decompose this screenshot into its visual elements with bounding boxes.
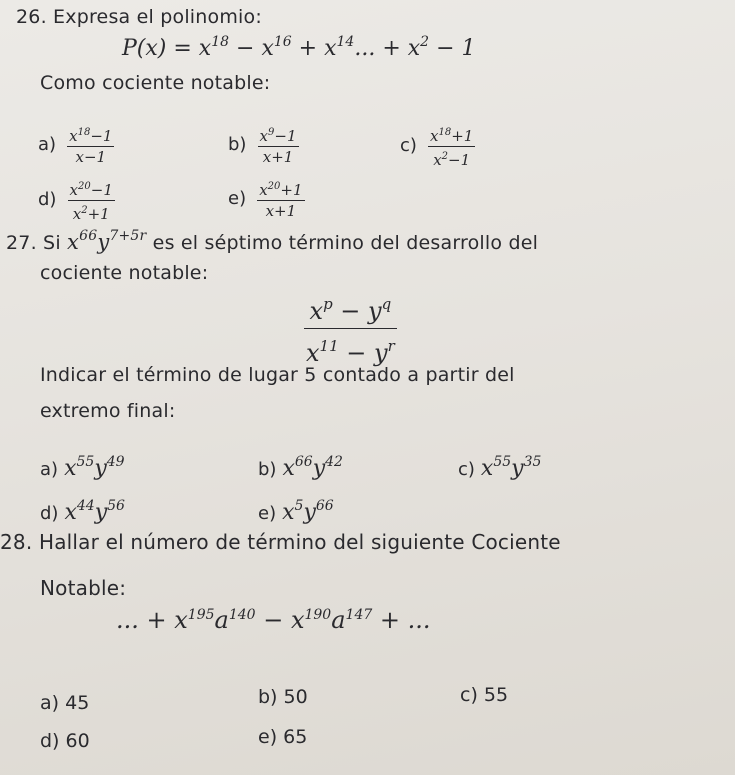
q28-option-a: a) 45 — [40, 692, 90, 714]
q27-option-b: b) $x^{66}y^{42}$ — [258, 454, 343, 481]
q28-expression: ... + $x^{195}a^{140} - x^{190}a^{147}$ + ... — [116, 606, 431, 634]
q26-title: 26. Expresa el polinomio: — [16, 6, 262, 28]
q26-option-a: a) $\frac{x^{18}-1}{x-1}$ — [38, 124, 114, 166]
fraction: $\frac{x^{20}-1}{x^2+1}$ — [68, 178, 115, 223]
fraction: $\frac{x^{20}+1}{x+1}$ — [257, 178, 304, 220]
q26-option-e: e) $\frac{x^{20}+1}{x+1}$ — [228, 178, 305, 220]
q28-option-c: c) 55 — [460, 684, 509, 706]
fraction: $\frac{x^{18}+1}{x^2-1}$ — [428, 124, 475, 169]
q27-option-c: c) $x^{55}y^{35}$ — [458, 454, 542, 481]
q27-statement: 27. Si $x^{66}y^{7+5r}$ es el séptimo término del desarrollo del — [6, 228, 539, 254]
fraction: $\frac{x^9-1}{x+1}$ — [258, 124, 299, 166]
q28-option-b: b) 50 — [258, 686, 308, 708]
q26-subtitle: Como cociente notable: — [40, 72, 271, 94]
q26-polynomial: $P(x) = x^{18} - x^{16} + x^{14}$... + $x^2 - 1$ — [122, 34, 476, 61]
q27-option-d: d) $x^{44}y^{56}$ — [40, 498, 125, 525]
q26-option-b: b) $\frac{x^9-1}{x+1}$ — [228, 124, 299, 166]
q27-line2: cociente notable: — [40, 262, 209, 284]
q27-option-a: a) $x^{55}y^{49}$ — [40, 454, 125, 481]
q28-option-e: e) 65 — [258, 726, 308, 748]
q26-option-d: d) $\frac{x^{20}-1}{x^2+1}$ — [38, 178, 115, 223]
q27-instruction-1: Indicar el término de lugar 5 contado a partir del — [40, 364, 515, 386]
fraction: $\frac{x^{18}-1}{x-1}$ — [67, 124, 114, 166]
q28-option-d: d) 60 — [40, 730, 90, 752]
q27-instruction-2: extremo final: — [40, 400, 176, 422]
q28-title-1: 28. Hallar el número de término del siguiente Cociente — [0, 530, 561, 554]
q26-option-c: c) $\frac{x^{18}+1}{x^2-1}$ — [400, 124, 475, 169]
q27-option-e: e) $x^5y^{66}$ — [258, 498, 334, 525]
q27-fraction: $\frac{x^p - y^q}{x^{11} - y^r}$ — [300, 290, 401, 367]
q28-title-2: Notable: — [40, 576, 127, 600]
